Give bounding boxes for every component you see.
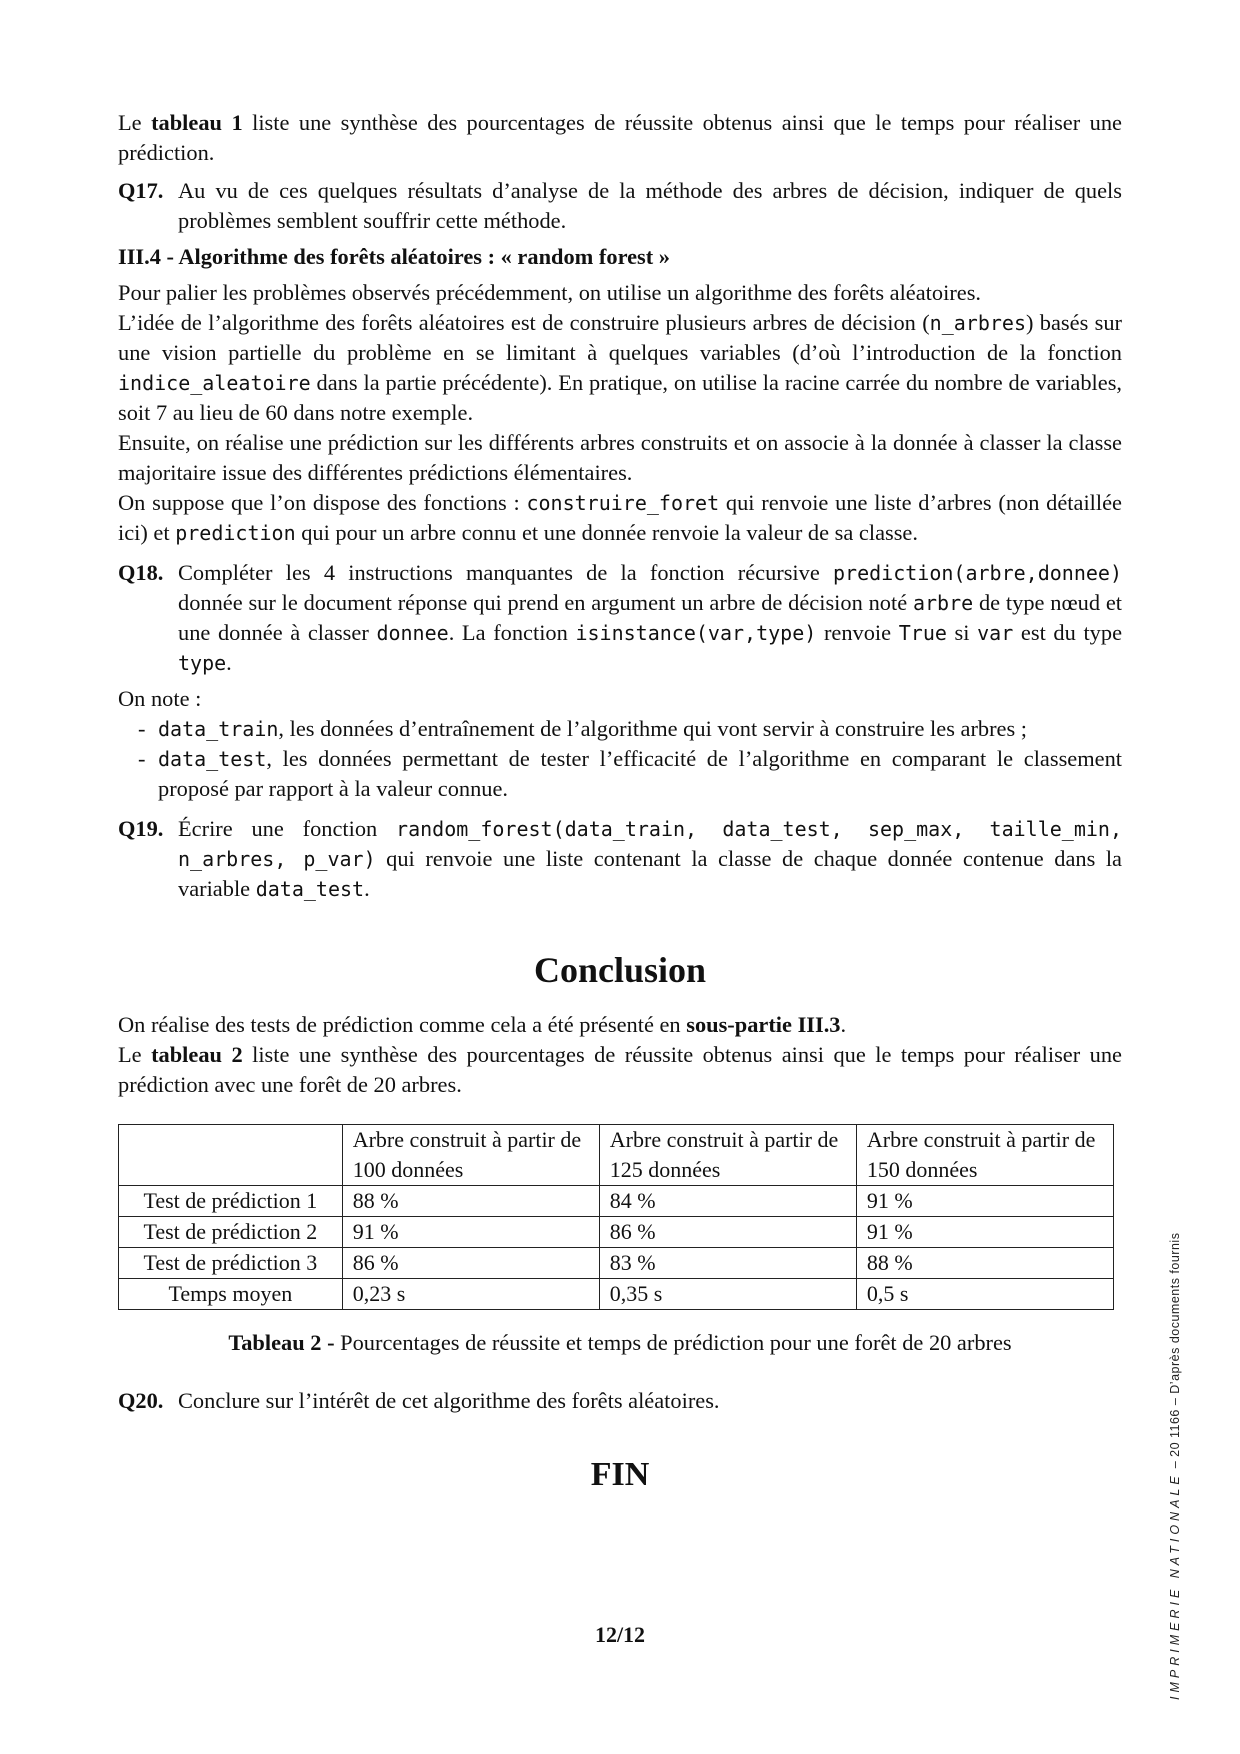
table-cell: 0,5 s (856, 1279, 1113, 1310)
table-cell: 88 % (856, 1248, 1113, 1279)
table-cell: 0,35 s (599, 1279, 856, 1310)
question-20 (118, 1386, 1122, 1416)
table-cell: 86 % (599, 1217, 856, 1248)
conclusion-title: Conclusion (533, 950, 707, 990)
page-number: 12/12 (594, 1622, 646, 1647)
question-label: Q20. (118, 1388, 164, 1413)
question-label: Q18. (118, 560, 164, 585)
body-paragraph-d: On suppose que l’on dispose des fonctions : construire_foret qui renvoie une liste d’arbres (non détaillée ici) et prediction qui pour un arbre connu et une donnée renvoie la valeur de sa classe. (118, 490, 1122, 545)
row-label: Test de prédiction 1 (119, 1186, 343, 1217)
table-row (119, 1217, 1114, 1248)
printer-imprint: IMPRIMERIE NATIONALE – 20 1166 – D’après documents fournis (1168, 1232, 1182, 1700)
notes-intro: On note : (118, 686, 202, 711)
question-text: Conclure sur l’intérêt de cet algorithme des forêts aléatoires. (178, 1388, 720, 1413)
table-cell: 83 % (599, 1248, 856, 1279)
body-paragraph-a: Pour palier les problèmes observés précédemment, on utilise un algorithme des forêts aléatoires. (118, 280, 982, 305)
table-cell: 88 % (342, 1186, 599, 1217)
table-header-cell: Arbre construit à partir de 125 données (599, 1125, 856, 1186)
question-18 (118, 558, 1122, 678)
body-paragraph-c: Ensuite, on réalise une prédiction sur les différents arbres construits et on associe à la donnée à classer la classe majoritaire issue des différentes prédictions élémentaires. (118, 430, 1122, 485)
row-label: Test de prédiction 3 (119, 1248, 343, 1279)
table-cell: 86 % (342, 1248, 599, 1279)
end-title: FIN (590, 1456, 650, 1493)
question-19 (118, 814, 1122, 904)
body-paragraph-b: L’idée de l’algorithme des forêts aléatoires est de construire plusieurs arbres de décision (n_arbres) basés sur une vision partielle du problème en se limitant à quelques variables (d’où l’introduction de la fonction indice_aleatoire dans la partie précédente). En pratique, on utilise la racine carrée du nombre de variables, soit 7 au lieu de 60 dans notre exemple. (118, 310, 1123, 425)
question-text: Écrire une fonction random_forest(data_train, data_test, sep_max, taille_min, n_arbres, p_var) qui renvoie une liste contenant la classe de chaque donnée contenue dans la variable data_test. (178, 816, 1122, 901)
table-header-row (119, 1125, 1114, 1186)
table-row (119, 1279, 1114, 1310)
table-cell: 91 % (856, 1186, 1113, 1217)
conclusion-paragraph-1: On réalise des tests de prédiction comme cela a été présenté en sous-partie III.3. (118, 1012, 847, 1037)
question-17 (118, 176, 1122, 236)
table-header-cell: Arbre construit à partir de 150 données (856, 1125, 1113, 1186)
table-corner-cell (119, 1125, 343, 1186)
conclusion-paragraph-2: Le tableau 2 liste une synthèse des pourcentages de réussite obtenus ainsi que le temps pour réaliser une prédiction avec une forêt de 20 arbres. (118, 1042, 1122, 1097)
table-row (119, 1248, 1114, 1279)
results-table (118, 1124, 1114, 1310)
section-title: III.4 - Algorithme des forêts aléatoires : « random forest » (118, 244, 671, 269)
question-label: Q19. (118, 816, 164, 841)
row-label: Test de prédiction 2 (119, 1217, 343, 1248)
table-caption: Tableau 2 - Pourcentages de réussite et temps de prédiction pour une forêt de 20 arbres (228, 1330, 1012, 1355)
table-cell: 91 % (856, 1217, 1113, 1248)
table-cell: 91 % (342, 1217, 599, 1248)
table-header-cell: Arbre construit à partir de 100 données (342, 1125, 599, 1186)
list-item: - data_test, les données permettant de tester l’efficacité de l’algorithme en comparant le classement proposé par rapport à la valeur connue. (158, 744, 1122, 804)
document-page (118, 108, 1123, 1493)
question-text: Compléter les 4 instructions manquantes de la fonction récursive prediction(arbre,donnee) donnée sur le document réponse qui prend en argument un arbre de décision noté arbre de type nœud et une donnée à classer donnee. La fonction isinstance(var,type) renvoie True si var est du type type. (178, 560, 1123, 675)
row-label: Temps moyen (119, 1279, 343, 1310)
table-cell: 84 % (599, 1186, 856, 1217)
question-text: Au vu de ces quelques résultats d’analyse de la méthode des arbres de décision, indiquer de quels problèmes semblent souffrir cette méthode. (178, 178, 1122, 233)
question-label: Q17. (118, 178, 164, 203)
table-row (119, 1186, 1114, 1217)
table-cell: 0,23 s (342, 1279, 599, 1310)
intro-paragraph: Le tableau 1 liste une synthèse des pourcentages de réussite obtenus ainsi que le temps pour réaliser une prédiction. (118, 110, 1122, 165)
notes-list (118, 714, 1122, 804)
list-item: - data_train, les données d’entraînement de l’algorithme qui vont servir à construire les arbres ; (158, 714, 1122, 744)
